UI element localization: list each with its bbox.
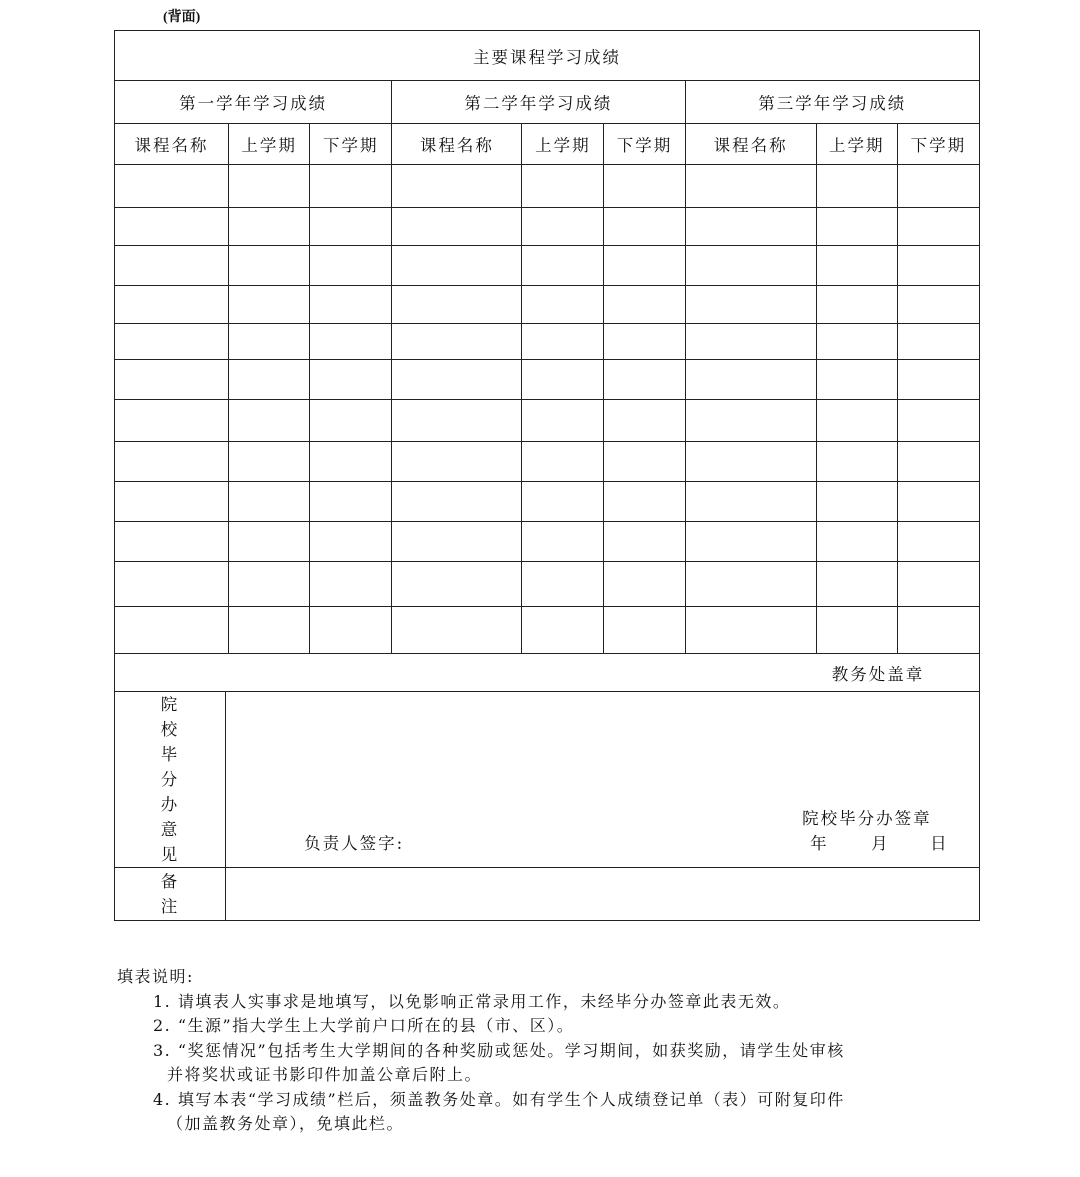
y2-course-cell[interactable] (392, 208, 522, 246)
y1-first-term-cell[interactable] (229, 208, 310, 246)
y2-course-cell[interactable] (392, 165, 522, 208)
y3-second-term-cell[interactable] (897, 246, 979, 286)
y3-second-term-cell[interactable] (897, 562, 979, 607)
y2-course-cell[interactable] (392, 246, 522, 286)
y3-second-term-cell[interactable] (897, 360, 979, 400)
course-name-header: 课程名称 (115, 124, 229, 165)
y2-second-term-cell[interactable] (604, 442, 685, 482)
y1-course-cell[interactable] (115, 286, 229, 324)
y3-second-term-cell[interactable] (897, 400, 979, 442)
y3-first-term-cell[interactable] (816, 562, 897, 607)
instructions-heading: 填表说明: (117, 967, 194, 986)
y3-second-term-cell[interactable] (897, 482, 979, 522)
y2-first-term-cell[interactable] (522, 607, 604, 654)
date-day-label: 日 (930, 834, 947, 853)
second-term-header: 下学期 (604, 124, 685, 165)
y1-first-term-cell[interactable] (229, 165, 310, 208)
y1-second-term-cell[interactable] (310, 562, 392, 607)
y2-first-term-cell[interactable] (522, 208, 604, 246)
y3-course-cell[interactable] (685, 324, 816, 360)
second-term-header: 下学期 (310, 124, 392, 165)
y1-first-term-cell[interactable] (229, 482, 310, 522)
y3-second-term-cell[interactable] (897, 286, 979, 324)
y1-second-term-cell[interactable] (310, 442, 392, 482)
opinion-label-char: 毕 (160, 745, 180, 764)
y2-course-cell[interactable] (392, 360, 522, 400)
y2-second-term-cell[interactable] (604, 607, 685, 654)
remarks-content-cell[interactable] (226, 868, 980, 921)
y1-first-term-cell[interactable] (229, 246, 310, 286)
y2-second-term-cell[interactable] (604, 246, 685, 286)
y1-second-term-cell[interactable] (310, 522, 392, 562)
y1-course-cell[interactable] (115, 246, 229, 286)
y3-second-term-cell[interactable] (897, 522, 979, 562)
y3-first-term-cell[interactable] (816, 400, 897, 442)
y1-first-term-cell[interactable] (229, 607, 310, 654)
remarks-label-char: 注 (160, 897, 180, 916)
y3-first-term-cell[interactable] (816, 208, 897, 246)
y3-second-term-cell[interactable] (897, 324, 979, 360)
y1-second-term-cell[interactable] (310, 286, 392, 324)
y2-first-term-cell[interactable] (522, 165, 604, 208)
y2-second-term-cell[interactable] (604, 208, 685, 246)
y1-first-term-cell[interactable] (229, 522, 310, 562)
y2-first-term-cell[interactable] (522, 562, 604, 607)
y3-second-term-cell[interactable] (897, 442, 979, 482)
y1-second-term-cell[interactable] (310, 246, 392, 286)
grade-entry-row (115, 324, 980, 360)
y3-second-term-cell[interactable] (897, 208, 979, 246)
y2-course-cell[interactable] (392, 324, 522, 360)
y2-second-term-cell[interactable] (604, 562, 685, 607)
first-term-header: 上学期 (229, 124, 310, 165)
grade-entry-row (115, 442, 980, 482)
opinion-label-char: 院 (160, 695, 180, 714)
y2-first-term-cell[interactable] (522, 400, 604, 442)
grade-entry-row (115, 562, 980, 607)
date-line (810, 830, 947, 854)
y3-second-term-cell[interactable] (897, 607, 979, 654)
y1-course-cell[interactable] (115, 607, 229, 654)
y3-course-cell[interactable] (685, 246, 816, 286)
course-name-header: 课程名称 (685, 124, 816, 165)
instruction-item-continuation: 并将奖状或证书影印件加盖公章后附上。 (167, 1065, 483, 1084)
y3-course-cell[interactable] (685, 607, 816, 654)
y2-second-term-cell[interactable] (604, 360, 685, 400)
first-term-header: 上学期 (522, 124, 604, 165)
y3-course-cell[interactable] (685, 522, 816, 562)
y1-second-term-cell[interactable] (310, 482, 392, 522)
grade-entry-row (115, 607, 980, 654)
instruction-item: 2. “生源”指大学生上大学前户口所在的县（市、区）。 (153, 1016, 575, 1035)
y2-first-term-cell[interactable] (522, 522, 604, 562)
y1-first-term-cell[interactable] (229, 400, 310, 442)
y1-second-term-cell[interactable] (310, 324, 392, 360)
y1-second-term-cell[interactable] (310, 165, 392, 208)
y3-first-term-cell[interactable] (816, 165, 897, 208)
y2-first-term-cell[interactable] (522, 442, 604, 482)
y1-first-term-cell[interactable] (229, 324, 310, 360)
grade-entry-row (115, 165, 980, 208)
instructions (117, 965, 977, 1137)
remarks-label-char: 备 (160, 872, 180, 891)
y3-first-term-cell[interactable] (816, 286, 897, 324)
y1-course-cell[interactable] (115, 324, 229, 360)
y3-course-cell[interactable] (685, 165, 816, 208)
y1-course-cell[interactable] (115, 400, 229, 442)
y1-first-term-cell[interactable] (229, 286, 310, 324)
y3-course-cell[interactable] (685, 442, 816, 482)
course-name-header: 课程名称 (392, 124, 522, 165)
y2-course-cell[interactable] (392, 607, 522, 654)
y3-first-term-cell[interactable] (816, 522, 897, 562)
y3-first-term-cell[interactable] (816, 442, 897, 482)
y3-first-term-cell[interactable] (816, 324, 897, 360)
y3-second-term-cell[interactable] (897, 165, 979, 208)
y3-course-cell[interactable] (685, 286, 816, 324)
y1-first-term-cell[interactable] (229, 562, 310, 607)
grades-table (114, 30, 980, 921)
year-2-header: 第二学年学习成绩 (392, 81, 685, 124)
y2-first-term-cell[interactable] (522, 246, 604, 286)
y2-second-term-cell[interactable] (604, 286, 685, 324)
year-1-header: 第一学年学习成绩 (115, 81, 392, 124)
year-3-header: 第三学年学习成绩 (685, 81, 979, 124)
y3-first-term-cell[interactable] (816, 360, 897, 400)
grade-entry-row (115, 400, 980, 442)
y1-course-cell[interactable] (115, 165, 229, 208)
y3-course-cell[interactable] (685, 360, 816, 400)
second-term-header: 下学期 (897, 124, 979, 165)
y3-course-cell[interactable] (685, 400, 816, 442)
y2-course-cell[interactable] (392, 286, 522, 324)
y1-first-term-cell[interactable] (229, 360, 310, 400)
grade-entry-row (115, 482, 980, 522)
y2-first-term-cell[interactable] (522, 286, 604, 324)
y2-course-cell[interactable] (392, 400, 522, 442)
y1-course-cell[interactable] (115, 208, 229, 246)
y3-first-term-cell[interactable] (816, 246, 897, 286)
page-side-label: (背面) (163, 10, 201, 25)
y3-course-cell[interactable] (685, 482, 816, 522)
first-term-header: 上学期 (816, 124, 897, 165)
signer-label: 负责人签字: (304, 834, 405, 853)
y2-second-term-cell[interactable] (604, 482, 685, 522)
y2-second-term-cell[interactable] (604, 165, 685, 208)
y2-first-term-cell[interactable] (522, 324, 604, 360)
y1-course-cell[interactable] (115, 360, 229, 400)
opinion-label-char: 见 (160, 845, 180, 864)
y3-course-cell[interactable] (685, 208, 816, 246)
y2-course-cell[interactable] (392, 562, 522, 607)
instruction-item: 1. 请填表人实事求是地填写，以免影响正常录用工作，未经毕分办签章此表无效。 (153, 991, 791, 1011)
y1-second-term-cell[interactable] (310, 400, 392, 442)
opinion-label-cell (115, 692, 226, 868)
opinion-label-char: 分 (160, 770, 180, 789)
date-month-label: 月 (871, 834, 888, 853)
y2-second-term-cell[interactable] (604, 522, 685, 562)
y1-course-cell[interactable] (115, 562, 229, 607)
date-year-label: 年 (810, 834, 827, 853)
remarks-label-cell (115, 868, 226, 921)
y1-course-cell[interactable] (115, 482, 229, 522)
grade-entry-row (115, 286, 980, 324)
opinion-label-char: 意 (160, 820, 180, 839)
opinion-label-char: 校 (160, 720, 180, 739)
grade-entry-row (115, 360, 980, 400)
grade-entry-row (115, 522, 980, 562)
y2-first-term-cell[interactable] (522, 482, 604, 522)
y2-course-cell[interactable] (392, 522, 522, 562)
y3-first-term-cell[interactable] (816, 482, 897, 522)
grade-entry-row (115, 208, 980, 246)
academic-affairs-stamp-label: 教务处盖章 (831, 664, 925, 684)
y3-first-term-cell[interactable] (816, 607, 897, 654)
y1-first-term-cell[interactable] (229, 442, 310, 482)
instruction-item: 3. “奖惩情况”包括考生大学期间的各种奖励或惩处。学习期间，如获奖励，请学生处审核 (153, 1040, 845, 1060)
table-title: 主要课程学习成绩 (115, 31, 980, 81)
opinion-label-char: 办 (160, 795, 180, 814)
instruction-item-continuation: （加盖教务处章），免填此栏。 (167, 1114, 405, 1133)
y2-course-cell[interactable] (392, 442, 522, 482)
y3-course-cell[interactable] (685, 562, 816, 607)
grade-entry-row (115, 246, 980, 286)
y2-first-term-cell[interactable] (522, 360, 604, 400)
y1-course-cell[interactable] (115, 522, 229, 562)
office-seal-label: 院校毕分办签章 (802, 809, 932, 828)
y1-second-term-cell[interactable] (310, 208, 392, 246)
instruction-item: 4. 填写本表“学习成绩”栏后，须盖教务处章。如有学生个人成绩登记单（表）可附复印件 (153, 1089, 845, 1109)
academic-affairs-stamp-cell (115, 654, 980, 692)
y1-second-term-cell[interactable] (310, 607, 392, 654)
y2-second-term-cell[interactable] (604, 400, 685, 442)
y2-second-term-cell[interactable] (604, 324, 685, 360)
opinion-content-cell[interactable] (226, 692, 980, 868)
y1-second-term-cell[interactable] (310, 360, 392, 400)
y1-course-cell[interactable] (115, 442, 229, 482)
y2-course-cell[interactable] (392, 482, 522, 522)
